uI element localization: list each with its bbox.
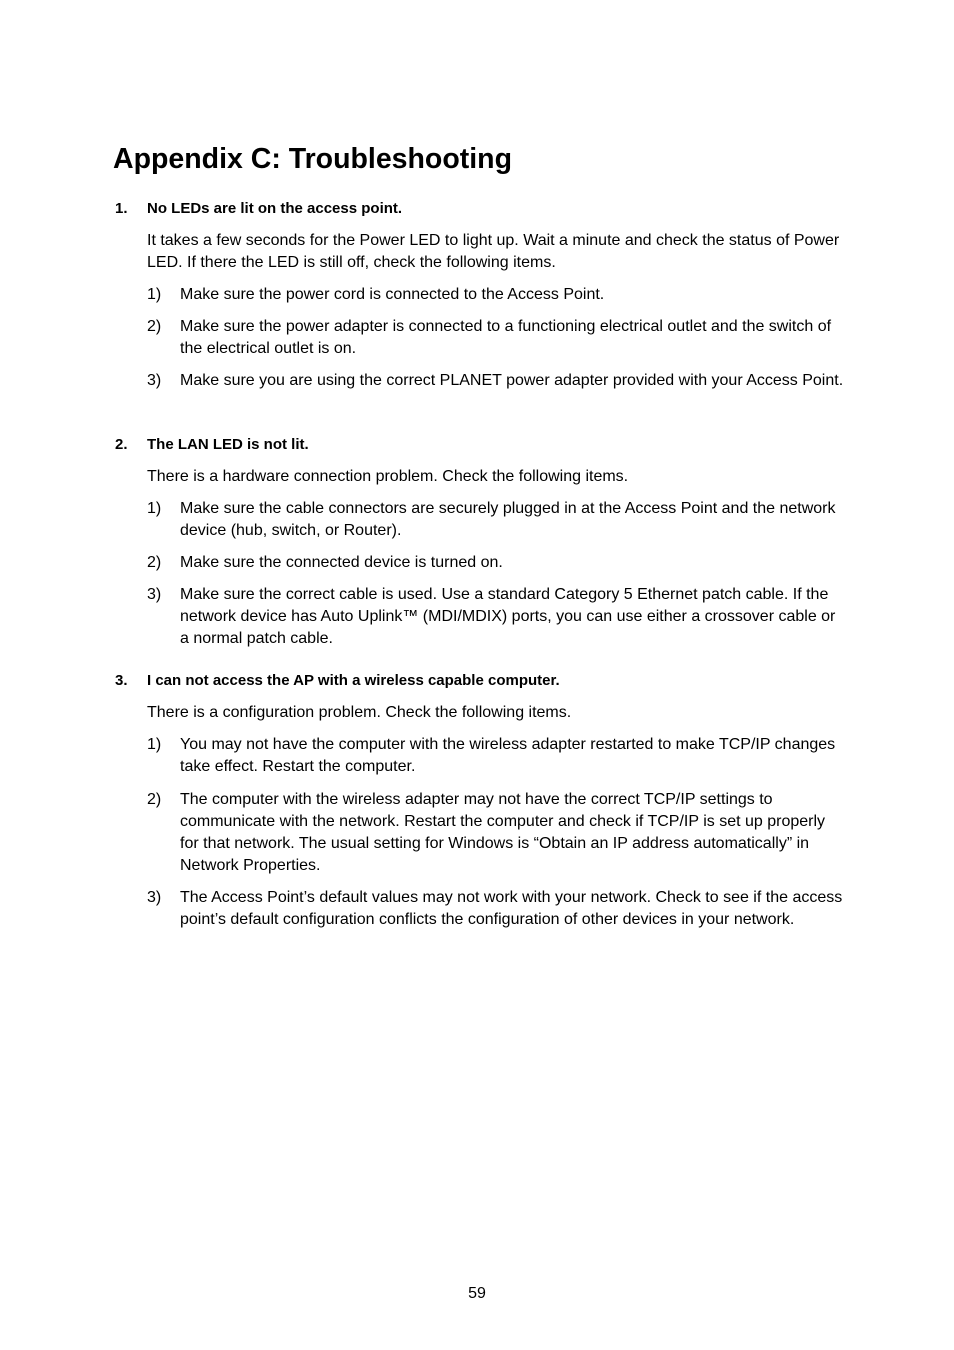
section-number: 1.	[115, 200, 128, 217]
list-item-text: Make sure the cable connectors are securely plugged in at the Access Point and the network device (hub, switch, or Router).	[180, 500, 836, 539]
section-heading-2	[115, 434, 309, 456]
list-item-number: 1)	[147, 736, 162, 753]
section-heading-3	[115, 670, 560, 692]
list-item-text: The computer with the wireless adapter may not have the correct TCP/IP settings to communicate with the network. Restart the computer and check if TCP/IP is set up properly for that network. The usual setting for Windows is “Obtain an IP address automatically” in Network Properties.	[180, 791, 826, 874]
section-title: No LEDs are lit on the access point.	[147, 200, 403, 217]
list-item-number: 2)	[147, 554, 162, 571]
list-item-text: Make sure you are using the correct PLANET power adapter provided with your Access Point.	[180, 372, 844, 389]
list-item-text: Make sure the power cord is connected to the Access Point.	[180, 286, 605, 303]
list-item-number: 1)	[147, 286, 162, 303]
list-item-text: Make sure the correct cable is used. Use a standard Category 5 Ethernet patch cable. If the network device has Auto Uplink™ (MDI/MDIX) ports, you can use either a crossover cable or a normal patch cable.	[180, 586, 836, 647]
page-title: Appendix C: Troubleshooting	[113, 143, 512, 175]
list-item-number: 3)	[147, 586, 162, 603]
list-item-text: Make sure the power adapter is connected to a functioning electrical outlet and the switch of the electrical outlet is on.	[180, 318, 832, 357]
section-title: The LAN LED is not lit.	[147, 436, 309, 453]
section-intro-3: There is a configuration problem. Check the following items.	[147, 704, 572, 721]
page-number: 59	[468, 1285, 486, 1302]
list-item-number: 1)	[147, 500, 162, 517]
list-item-number: 2)	[147, 791, 162, 808]
list-item-number: 2)	[147, 318, 162, 335]
list-item-text: You may not have the computer with the wireless adapter restarted to make TCP/IP changes take effect. Restart the computer.	[180, 736, 836, 775]
section-heading-1	[115, 198, 402, 220]
section-intro-2: There is a hardware connection problem. Check the following items.	[147, 468, 629, 485]
section-number: 2.	[115, 436, 128, 453]
section-intro-1: It takes a few seconds for the Power LED to light up. Wait a minute and check the status of Power LED. If there the LED is still off, check the following items.	[147, 232, 840, 271]
section-title: I can not access the AP with a wireless capable computer.	[147, 672, 560, 689]
list-item-text: The Access Point’s default values may not work with your network. Check to see if the access point’s default configuration conflicts the configuration of other devices in your network.	[180, 889, 843, 928]
list-item-number: 3)	[147, 372, 162, 389]
list-item-text: Make sure the connected device is turned on.	[180, 554, 503, 571]
list-item-number: 3)	[147, 889, 162, 906]
section-number: 3.	[115, 672, 128, 689]
